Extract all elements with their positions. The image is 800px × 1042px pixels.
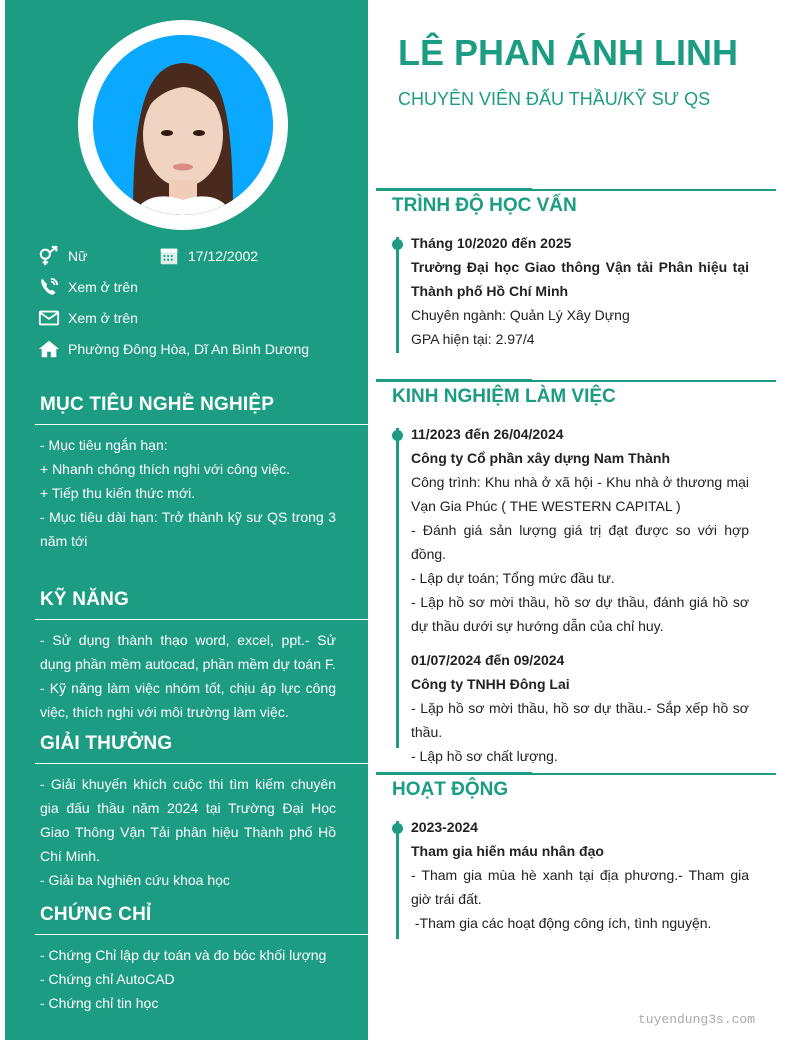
experience-company: Công ty TNHH Đông Lai xyxy=(411,676,570,692)
sidebar xyxy=(5,0,368,1040)
skill-line: - Kỹ năng làm việc nhóm tốt, chịu áp lực công việc, thích nghi với môi trường làm việc. xyxy=(40,680,336,720)
section-rule xyxy=(376,189,776,191)
objective-line: + Nhanh chóng thích nghi với công việc. xyxy=(40,461,291,477)
timeline-dot xyxy=(392,239,403,250)
skills-title: KỸ NĂNG xyxy=(40,589,130,610)
candidate-name: LÊ PHAN ÁNH LINH xyxy=(398,32,738,73)
experience-period: 01/07/2024 đến 09/2024 xyxy=(411,652,565,668)
education-gpa: GPA hiện tại: 2.97/4 xyxy=(411,331,535,347)
activity-detail: -Tham gia các hoạt động công ích, tình nguyện. xyxy=(411,915,712,931)
activity-period: 2023-2024 xyxy=(411,819,478,835)
email-value: Xem ở trên xyxy=(68,310,138,326)
timeline-line xyxy=(396,428,399,748)
phone-icon xyxy=(38,276,60,298)
phone-row xyxy=(38,276,138,298)
skill-line: - Sử dụng thành thạo word, excel, ppt.- Sử dụng phần mềm autocad, phần mềm dự toán F. xyxy=(40,632,336,672)
experience-entry xyxy=(411,648,749,768)
objective-section xyxy=(5,394,368,553)
experience-detail: - Lập hồ sơ chất lượng. xyxy=(411,748,558,764)
timeline-dot xyxy=(392,823,403,834)
section-rule xyxy=(376,380,776,382)
timeline-dot xyxy=(392,430,403,441)
experience-company: Công ty Cổ phần xây dựng Nam Thành xyxy=(411,450,671,466)
home-icon xyxy=(38,338,60,360)
certificate-line: - Chứng chỉ tin học xyxy=(40,995,159,1011)
timeline-line xyxy=(396,237,399,353)
objective-title: MỤC TIÊU NGHỀ NGHIỆP xyxy=(40,394,275,415)
awards-section xyxy=(5,733,368,892)
experience-detail: Công trình: Khu nhà ở xã hội - Khu nhà ở thương mại Vạn Gia Phúc ( THE WESTERN CAPITAL ) xyxy=(411,474,749,514)
calendar-icon xyxy=(158,245,180,267)
profile-photo xyxy=(93,35,273,215)
activity-name: Tham gia hiến máu nhân đạo xyxy=(411,843,604,859)
phone-value: Xem ở trên xyxy=(68,279,138,295)
activity-detail: - Tham gia mùa hè xanh tại địa phương.- Tham gia giờ trái đất. xyxy=(411,867,749,907)
section-rule xyxy=(376,773,776,775)
experience-detail: - Lập hồ sơ mời thầu, hồ sơ dự thầu, đánh giá hồ sơ dự thầu dưới sự hướng dẫn của chỉ huy. xyxy=(411,594,749,634)
mail-icon xyxy=(38,307,60,329)
experience-timeline xyxy=(396,422,776,768)
education-section xyxy=(376,189,776,351)
address-row xyxy=(38,338,309,360)
activities-title: HOẠT ĐỘNG xyxy=(392,779,509,800)
gender-value: Nữ xyxy=(68,248,88,264)
candidate-role: CHUYÊN VIÊN ĐẤU THẦU/KỸ SƯ QS xyxy=(398,89,711,109)
education-school: Trường Đại học Giao thông Vận tải Phân hiệu tại Thành phố Hồ Chí Minh xyxy=(411,259,749,299)
activities-timeline xyxy=(396,815,776,935)
objective-line: + Tiếp thu kiến thức mới. xyxy=(40,485,196,501)
award-line: - Giải ba Nghiên cứu khoa học xyxy=(40,872,230,888)
experience-period: 11/2023 đến 26/04/2024 xyxy=(411,426,564,442)
avatar xyxy=(93,35,273,215)
education-major: Chuyên ngành: Quản Lý Xây Dựng xyxy=(411,307,630,323)
address-value: Phường Đông Hòa, Dĩ An Bình Dương xyxy=(68,341,310,357)
experience-detail: - Đánh giá sản lượng giá trị đạt được so với hợp đồng. xyxy=(411,522,749,562)
experience-detail: - Lặp hồ sơ mời thầu, hồ sơ dự thầu.- Sắp xếp hồ sơ thầu. xyxy=(411,700,749,740)
gender-icon xyxy=(38,245,60,267)
activity-entry xyxy=(411,815,749,935)
education-period: Tháng 10/2020 đến 2025 xyxy=(411,235,572,251)
watermark: tuyendung3s.com xyxy=(638,1012,756,1027)
education-title: TRÌNH ĐỘ HỌC VẤN xyxy=(392,195,577,216)
timeline-line xyxy=(396,821,399,939)
certificates-title: CHỨNG CHỈ xyxy=(40,904,152,925)
email-row xyxy=(38,307,138,329)
experience-title: KINH NGHIỆM LÀM VIỆC xyxy=(392,386,616,407)
birthdate-row xyxy=(158,245,258,267)
certificate-line: - Chứng chỉ AutoCAD xyxy=(40,971,175,987)
gender-row xyxy=(38,245,87,267)
awards-title: GIẢI THƯỞNG xyxy=(40,733,173,754)
avatar-frame xyxy=(78,20,288,230)
activities-section xyxy=(376,773,776,935)
education-timeline xyxy=(396,231,776,351)
experience-detail: - Lập dự toán; Tổng mức đầu tư. xyxy=(411,570,615,586)
education-entry xyxy=(411,231,749,351)
certificates-section xyxy=(5,904,368,1015)
objective-line: - Mục tiêu dài hạn: Trở thành kỹ sư QS trong 3 năm tới xyxy=(40,509,336,549)
skills-section xyxy=(5,589,368,724)
birthdate-value: 17/12/2002 xyxy=(188,248,259,264)
certificate-line: - Chứng Chỉ lập dự toán và đo bóc khối lượng xyxy=(40,947,327,963)
objective-line: - Mục tiêu ngắn hạn: xyxy=(40,437,168,453)
experience-section xyxy=(376,380,776,768)
award-line: - Giải khuyến khích cuộc thi tìm kiếm chuyên gia đấu thầu năm 2024 tại Trường Đại Học Giao Thông Vận Tải phân hiệu Thành phố Hồ Chí Minh. xyxy=(40,776,336,864)
experience-entry xyxy=(411,422,749,638)
